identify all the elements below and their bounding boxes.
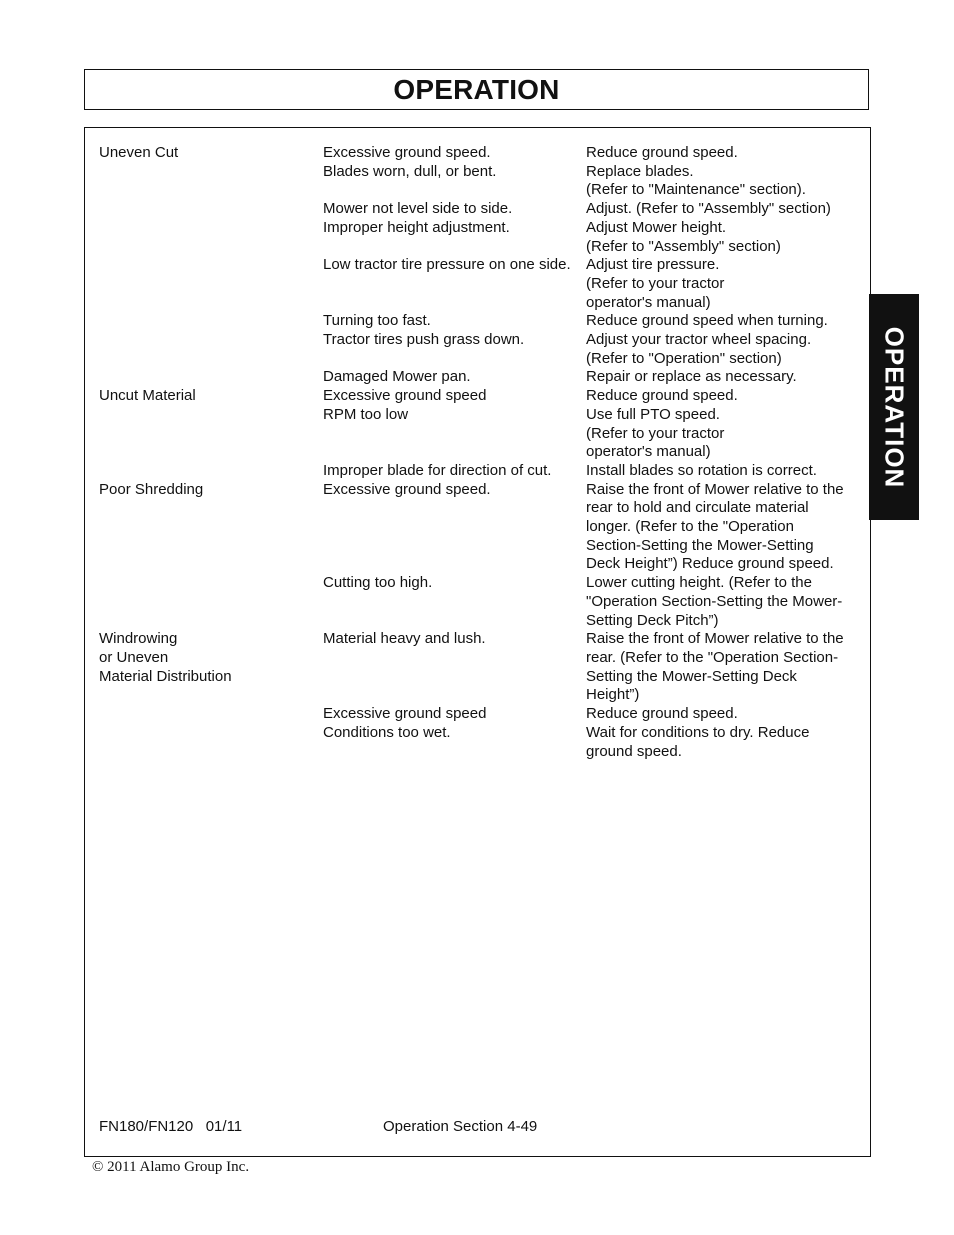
cause-line: Conditions too wet. xyxy=(323,723,451,741)
page-title: OPERATION xyxy=(393,73,560,105)
problem-cell xyxy=(99,163,323,200)
cause-line: RPM too low xyxy=(323,405,409,423)
table-row xyxy=(99,705,864,724)
solution-line: Reduce ground speed. xyxy=(586,387,738,405)
cause-line: Excessive ground speed. xyxy=(323,144,491,161)
cause-line: Material heavy and lush. xyxy=(323,630,486,648)
solution-cell xyxy=(586,144,864,163)
cause-line: Low tractor tire pressure on one side. xyxy=(323,256,571,274)
solution-line: (Refer to your tractor xyxy=(586,274,725,292)
solution-line: Lower cutting height. (Refer to the xyxy=(586,574,812,592)
cause-cell xyxy=(323,163,586,200)
problem-line: or Uneven xyxy=(99,648,169,666)
solution-cell xyxy=(586,200,864,219)
cause-line: Excessive ground speed xyxy=(323,387,487,405)
footer-section-page: Operation Section 4-49 xyxy=(383,1118,538,1135)
table-row xyxy=(99,481,864,575)
table-row xyxy=(99,219,864,256)
solution-line: operator's manual) xyxy=(586,443,711,461)
table-row xyxy=(99,387,864,406)
table-row xyxy=(99,144,864,163)
solution-line: operator's manual) xyxy=(586,293,711,311)
problem-line: Poor Shredding xyxy=(99,480,204,498)
solution-line: Reduce ground speed when turning. xyxy=(586,312,828,330)
solution-cell xyxy=(586,256,864,312)
solution-line: Deck Height”) Reduce ground speed. xyxy=(586,555,834,573)
solution-cell xyxy=(586,630,864,705)
cause-cell xyxy=(323,724,586,761)
problem-cell xyxy=(99,705,323,724)
table-row xyxy=(99,256,864,312)
problem-line: Material Distribution xyxy=(99,667,232,685)
cause-cell xyxy=(323,630,586,705)
solution-line: Height”) xyxy=(586,686,640,704)
cause-cell xyxy=(323,200,586,219)
solution-line: Adjust tire pressure. xyxy=(586,256,720,274)
solution-line: Repair or replace as necessary. xyxy=(586,368,797,386)
solution-line: Setting Deck Pitch”) xyxy=(586,611,719,629)
table-row xyxy=(99,462,864,481)
solution-line: (Refer to your tractor xyxy=(586,424,725,442)
cause-cell xyxy=(323,368,586,387)
table-row xyxy=(99,724,864,761)
solution-line: (Refer to "Assembly" section) xyxy=(586,237,781,255)
problem-cell xyxy=(99,219,323,256)
solution-cell xyxy=(586,462,864,481)
solution-line: ground speed. xyxy=(586,742,682,760)
side-tab-label: OPERATION xyxy=(879,326,910,488)
solution-line: Use full PTO speed. xyxy=(586,405,720,423)
cause-line: Improper height adjustment. xyxy=(323,218,510,236)
problem-line: Uncut Material xyxy=(99,387,196,405)
page-header-box xyxy=(84,69,869,110)
cause-cell xyxy=(323,219,586,256)
cause-cell xyxy=(323,387,586,406)
cause-line: Damaged Mower pan. xyxy=(323,368,471,386)
cause-cell xyxy=(323,481,586,575)
cause-cell xyxy=(323,462,586,481)
cause-cell xyxy=(323,256,586,312)
problem-cell xyxy=(99,312,323,331)
solution-line: rear to hold and circulate material xyxy=(586,499,809,517)
cause-line: Excessive ground speed xyxy=(323,705,487,723)
cause-cell xyxy=(323,144,586,163)
problem-cell xyxy=(99,331,323,368)
problem-cell xyxy=(99,630,323,705)
solution-cell xyxy=(586,574,864,630)
cause-line: Mower not level side to side. xyxy=(323,200,513,218)
solution-line: "Operation Section-Setting the Mower- xyxy=(586,592,843,610)
solution-line: Raise the front of Mower relative to the xyxy=(586,480,844,498)
solution-line: Reduce ground speed. xyxy=(586,144,738,161)
solution-line: Wait for conditions to dry. Reduce xyxy=(586,723,810,741)
cause-line: Improper blade for direction of cut. xyxy=(323,461,552,479)
solution-line: Replace blades. xyxy=(586,162,694,180)
table-row xyxy=(99,200,864,219)
solution-cell xyxy=(586,406,864,462)
solution-cell xyxy=(586,705,864,724)
cause-line: Cutting too high. xyxy=(323,574,433,592)
cause-line: Tractor tires push grass down. xyxy=(323,331,525,349)
problem-cell xyxy=(99,574,323,630)
problem-line: Uneven Cut xyxy=(99,144,179,161)
solution-line: Install blades so rotation is correct. xyxy=(586,461,817,479)
solution-cell xyxy=(586,387,864,406)
cause-line: Blades worn, dull, or bent. xyxy=(323,162,497,180)
table-row xyxy=(99,331,864,368)
solution-line: Raise the front of Mower relative to the xyxy=(586,630,844,648)
solution-line: (Refer to "Operation" section) xyxy=(586,349,782,367)
solution-cell xyxy=(586,724,864,761)
solution-line: Section-Setting the Mower-Setting xyxy=(586,536,814,554)
table-row xyxy=(99,312,864,331)
solution-cell xyxy=(586,219,864,256)
cause-cell xyxy=(323,331,586,368)
cause-cell xyxy=(323,574,586,630)
problem-cell xyxy=(99,462,323,481)
problem-cell xyxy=(99,368,323,387)
solution-line: Setting the Mower-Setting Deck xyxy=(586,667,797,685)
table-row xyxy=(99,574,864,630)
problem-line: Windrowing xyxy=(99,630,178,648)
solution-line: longer. (Refer to the "Operation xyxy=(586,518,794,536)
cause-line: Turning too fast. xyxy=(323,312,431,330)
troubleshooting-panel xyxy=(84,127,871,1157)
cause-cell xyxy=(323,705,586,724)
problem-cell xyxy=(99,481,323,575)
table-row xyxy=(99,368,864,387)
solution-cell xyxy=(586,481,864,575)
cause-cell xyxy=(323,406,586,462)
solution-line: rear. (Refer to the "Operation Section- xyxy=(586,648,839,666)
solution-line: Adjust your tractor wheel spacing. xyxy=(586,331,812,349)
problem-cell xyxy=(99,406,323,462)
problem-cell xyxy=(99,200,323,219)
solution-line: Adjust Mower height. xyxy=(586,218,727,236)
cause-cell xyxy=(323,312,586,331)
cause-line: Excessive ground speed. xyxy=(323,480,491,498)
copyright-notice: © 2011 Alamo Group Inc. xyxy=(92,1159,250,1175)
problem-cell xyxy=(99,256,323,312)
section-side-tab xyxy=(869,294,919,520)
problem-cell xyxy=(99,724,323,761)
solution-line: Reduce ground speed. xyxy=(586,705,738,723)
table-row xyxy=(99,406,864,462)
solution-cell xyxy=(586,368,864,387)
table-row xyxy=(99,630,864,705)
solution-cell xyxy=(586,163,864,200)
troubleshooting-table xyxy=(99,144,864,761)
footer-model-date: FN180/FN120 01/11 xyxy=(99,1118,243,1135)
solution-cell xyxy=(586,331,864,368)
problem-cell xyxy=(99,387,323,406)
solution-cell xyxy=(586,312,864,331)
solution-line: Adjust. (Refer to "Assembly" section) xyxy=(586,200,831,218)
solution-line: (Refer to "Maintenance" section). xyxy=(586,181,806,199)
problem-cell xyxy=(99,144,323,163)
table-row xyxy=(99,163,864,200)
